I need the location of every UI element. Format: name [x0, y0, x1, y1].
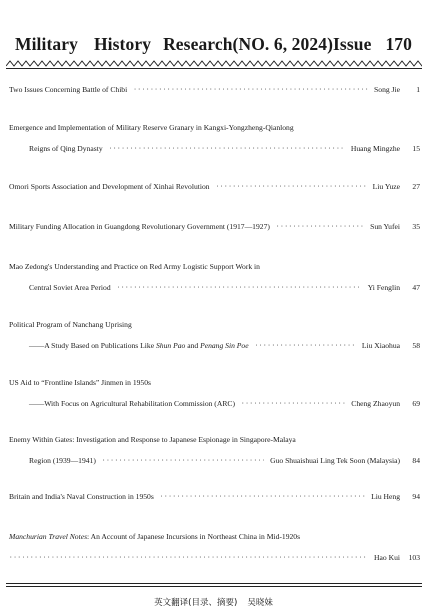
page-number: 84 [412, 456, 420, 465]
footer-rule [6, 583, 422, 584]
toc-entry [9, 181, 420, 192]
article-title: Britain and India's Naval Construction in 1950s [9, 492, 154, 501]
page-number: 103 [408, 553, 420, 562]
page-number: 15 [412, 144, 420, 153]
toc-entry [9, 84, 420, 95]
article-author: Hao Kui [374, 553, 400, 562]
dot-leader [276, 221, 364, 232]
article-title: US Aid to “Frontline Islands” Jinmen in 1950s [9, 378, 151, 387]
translator-name: 吴晓妹 [247, 598, 273, 608]
issue-total: 170 [385, 34, 413, 54]
article-title: Emergence and Implementation of Military Reserve Granary in Kangxi-Yongzheng-Qianlong [9, 123, 294, 132]
toc-entry [9, 531, 420, 563]
article-title: Two Issues Concerning Battle of Chibi [9, 85, 128, 94]
title-word-military: Military [14, 34, 78, 54]
dot-leader [160, 491, 365, 502]
toc-entry [9, 221, 420, 232]
toc-line [9, 552, 420, 563]
dot-leader [241, 398, 345, 409]
page-number: 1 [416, 85, 420, 94]
toc-line [9, 143, 420, 154]
toc-line [9, 221, 420, 232]
toc-line [9, 491, 420, 502]
toc-line [9, 181, 420, 192]
toc-line [9, 84, 420, 95]
toc-line [9, 319, 420, 330]
toc-line [9, 398, 420, 409]
page-number: 58 [412, 341, 420, 350]
article-subtitle: ——With Focus on Agricultural Rehabilitation Commission (ARC) [29, 399, 235, 408]
toc-line [9, 531, 420, 542]
translator-credit [0, 596, 427, 608]
page-title [0, 34, 427, 55]
article-title: Mao Zedong's Understanding and Practice on Red Army Logistic Support Work in [9, 262, 260, 271]
subtitle-text: and [185, 341, 201, 350]
issue-label: Issue [333, 34, 372, 54]
article-author: Yi Fenglin [367, 283, 400, 292]
toc-line [9, 122, 420, 133]
article-author: Huang Mingzhe [350, 144, 400, 153]
article-title-cont: Central Soviet Area Period [29, 283, 111, 292]
title-text: : An Account of Japanese Incursions in Northeast China in Mid-1920s [87, 532, 301, 541]
article-author: Liu Xiaohua [361, 341, 400, 350]
toc-entry [9, 122, 420, 154]
subtitle-text: ——A Study Based on Publications Like [29, 341, 156, 350]
article-author: Liu Heng [371, 492, 400, 501]
article-author: Guo Shuaishuai Ling Tek Soon (Malaysia) [270, 456, 400, 465]
article-title-cont: Region (1939—1941) [29, 456, 96, 465]
toc-entry [9, 491, 420, 502]
book-title: Manchurian Travel Notes [9, 532, 88, 541]
page-number: 94 [412, 492, 420, 501]
article-title: Political Program of Nanchang Uprising [9, 320, 132, 329]
dot-leader [9, 552, 368, 563]
publication-name: Penang Sin Poe [200, 341, 249, 350]
toc-entry [9, 377, 420, 409]
article-title: Military Funding Allocation in Guangdong Revolutionary Government (1917—1927) [9, 222, 270, 231]
article-author: Song Jie [374, 85, 400, 94]
page-number: 27 [412, 182, 420, 191]
publication-name: Shun Pao [155, 341, 186, 350]
article-subtitle [29, 340, 249, 351]
toc-line [9, 377, 420, 388]
decorative-zigzag-border [6, 60, 422, 68]
page-number: 35 [412, 222, 420, 231]
toc-line [9, 340, 420, 351]
title-word-research: Research [163, 34, 233, 54]
article-title: Omori Sports Association and Development of Xinhai Revolution [9, 182, 210, 191]
toc-entry [9, 319, 420, 351]
dot-leader [216, 181, 367, 192]
article-title [9, 531, 300, 542]
article-author: Sun Yufei [370, 222, 400, 231]
toc-line [9, 455, 420, 466]
issue-number: (NO. 6, 2024) [232, 34, 334, 54]
page-number: 47 [412, 283, 420, 292]
header-rule [6, 68, 422, 69]
article-author: Liu Yuze [372, 182, 400, 191]
article-title-cont: Reigns of Qing Dynasty [29, 144, 103, 153]
toc-entry [9, 261, 420, 293]
translator-label: 英文翻译(目录、摘要) [154, 598, 238, 608]
toc-entry [9, 434, 420, 466]
article-author: Cheng Zhaoyun [351, 399, 400, 408]
toc-line [9, 261, 420, 272]
title-word-history: History [93, 34, 152, 54]
page-number: 69 [412, 399, 420, 408]
dot-leader [133, 84, 368, 95]
toc-line [9, 282, 420, 293]
dot-leader [102, 455, 264, 466]
dot-leader [117, 282, 362, 293]
article-title: Enemy Within Gates: Investigation and Response to Japanese Espionage in Singapore-Malaya [9, 435, 296, 444]
footer-rule [6, 586, 422, 587]
dot-leader [109, 143, 345, 154]
toc-line [9, 434, 420, 445]
dot-leader [255, 340, 356, 351]
